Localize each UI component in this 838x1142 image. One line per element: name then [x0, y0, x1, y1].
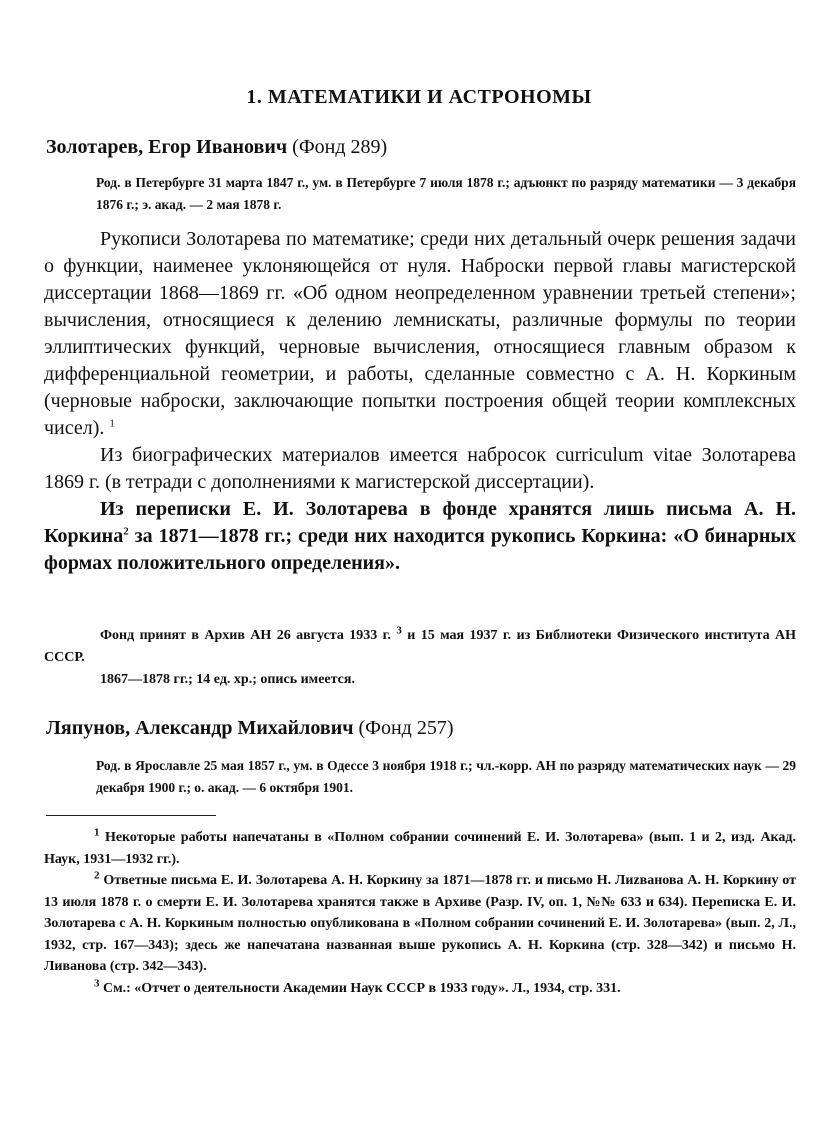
footnote-text: Некоторые работы напечатаны в «Полном собрании сочинений Е. И. Золотарева» (вып. 1 и 2, изд. Акад. Наук, 1931—1932 гг.). [44, 830, 796, 867]
footnote-number: 2 [94, 869, 100, 882]
footnote-ref: 2 [123, 525, 129, 538]
biographical-note: Род. в Петербурге 31 марта 1847 г., ум. в Петербурге 7 июля 1878 г.; адъюнкт по разряду математики — 3 декабря 1876 г.; э. акад. — 2 мая 1878 г. [96, 175, 796, 212]
entry-description [44, 226, 796, 577]
footnote-number: 3 [94, 976, 100, 989]
extent-text: 1867—1878 гг.; 14 ед. хр.; опись имеется. [100, 672, 355, 687]
footnote-number: 1 [94, 826, 100, 839]
accession-info [44, 625, 796, 691]
footnote-ref: 1 [109, 417, 115, 430]
footnote-divider [46, 815, 216, 816]
accession-text [44, 625, 796, 669]
paragraph-manuscripts [44, 226, 796, 442]
paragraph-text: Из переписки Е. И. Золотарева в фонде хранятся лишь письма А. Н. Коркина [44, 498, 796, 547]
entry-name: Золотарев, Егор Иванович [46, 136, 288, 158]
biographical-note: Род. в Ярославле 25 мая 1857 г., ум. в Одессе 3 ноября 1918 г.; чл.-корр. АН по разряду математических наук — 29 декабря 1900 г.; о. акад. — 6 октября 1901. [96, 758, 796, 795]
entry-heading-lyapunov [46, 715, 806, 741]
entry-heading-zolotarev [46, 134, 806, 160]
accession-text-a: Фонд принят в Архив АН 26 августа 1933 г. [100, 628, 391, 643]
footnote-3 [44, 978, 796, 1000]
paragraph-correspondence [44, 496, 796, 577]
footnote-2 [44, 870, 796, 978]
footnote-text: Ответные письма Е. И. Золотарева А. Н. Коркину за 1871—1878 гг. и письмо Н. Лиzванова А. Н. Коркину от 13 июля 1878 г. о смерти Е. И. Золотарева хранятся также в Архиве (Разр. IV, оп. 1, №№ 633 и 634). Переписка Е. И. Золотарева с А. Н. Коркиным полностью опубликована в «Полном собрании сочинений Е. И. Золотарева» (вып. 2, Л., 1932, стр. 167—343); здесь же напечатана названная выше рукопись А. Н. Коркина (стр. 328—342) и письмо Н. Ливанова (стр. 342—343). [44, 873, 796, 974]
paragraph-biographical: Из биографических материалов имеется набросок curriculum vitae Золотарева 1869 г. (в тетради с дополнениями к магистерской диссертации). [44, 444, 796, 493]
section-title: 1. МАТЕМАТИКИ И АСТРОНОМЫ [246, 86, 592, 108]
accession-text-b: и 15 мая 1937 г. из Библиотеки Физического института АН СССР. [44, 628, 797, 665]
paragraph-text: за 1871—1878 гг.; среди них находится рукопись Коркина: «О бинарных формах положительного определения». [44, 525, 796, 574]
entry-name: Ляпунов, Александр Михайлович [46, 717, 354, 739]
fond-number: (Фонд 289) [292, 136, 388, 158]
footnote-1 [44, 827, 796, 870]
fond-number: (Фонд 257) [358, 717, 454, 739]
footnotes [44, 827, 796, 999]
footnote-text: См.: «Отчет о деятельности Академии Наук СССР в 1933 году». Л., 1934, стр. 331. [103, 980, 621, 996]
footnote-ref: 3 [396, 624, 402, 637]
paragraph-text: Рукописи Золотарева по математике; среди них детальный очерк решения задачи о функции, наименее уклоняющейся от нуля. Наброски первой главы магистерской диссертации 1868—1869 гг. «Об одном неопределенном уравнении третьей степени»; вычисления, относящиеся к делению лемнискаты, различные формулы по теории эллиптических функций, черновые вычисления, относящиеся главным образом к дифференциальной геометрии, и работы, сделанные совместно с А. Н. Коркиным (черновые наброски, заключающие попытки построения общей теории комплексных чисел). [44, 228, 796, 439]
